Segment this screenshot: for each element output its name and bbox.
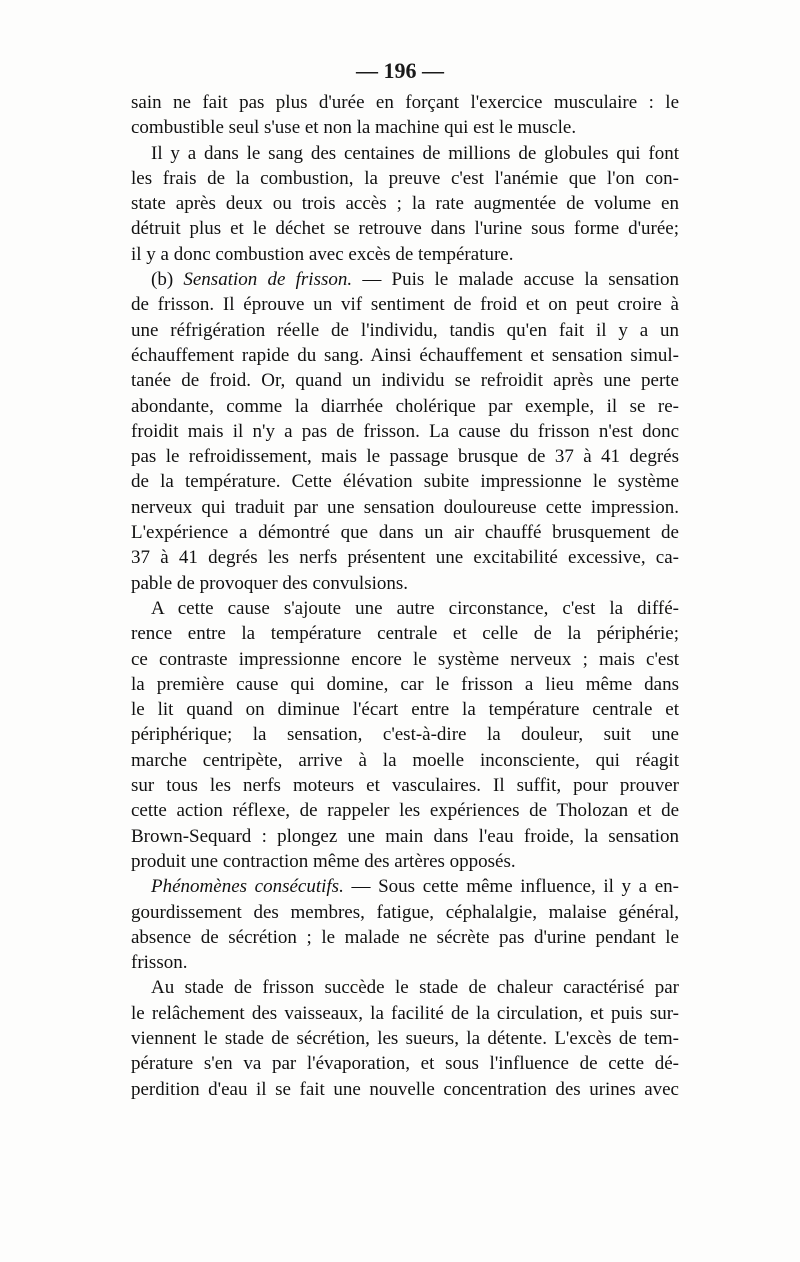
text-line: [131, 267, 679, 292]
text-line: périphérique; la sensation, c'est-à-dire la douleur, suit une: [131, 724, 679, 746]
text-line: viennent le stade de sécrétion, les sueurs, la détente. L'excès de tem-: [131, 1027, 679, 1049]
text-line: rence entre la température centrale et celle de la périphérie;: [131, 623, 679, 645]
text-line: froidit mais il n'y a pas de frisson. La cause du frisson n'est donc: [131, 420, 679, 442]
text-line: échauffement rapide du sang. Ainsi échauffement et sensation simul-: [131, 344, 679, 366]
text-line: pas le refroidissement, mais le passage brusque de 37 à 41 degrés: [131, 446, 679, 468]
paragraph: [131, 90, 679, 141]
section-heading: Phénomènes consécutifs.: [151, 876, 344, 898]
text-line: perdition d'eau il se fait une nouvelle concentration des urines avec: [131, 1078, 679, 1100]
text-line: sain ne fait pas plus d'urée en forçant l'exercice musculaire : le: [131, 92, 679, 113]
text-line: ce contraste impressionne encore le système nerveux ; mais c'est: [131, 648, 679, 670]
text-line: pérature s'en va par l'évaporation, et sous l'influence de cette dé-: [131, 1053, 679, 1075]
text-line: gourdissement des membres, fatigue, céphalalgie, malaise général,: [131, 901, 679, 923]
text-line: Brown-Sequard : plongez une main dans l'eau froide, la sensation: [131, 825, 679, 847]
text-line: pable de provoquer des convulsions.: [131, 572, 409, 594]
text-line: [131, 874, 679, 899]
text-line: marche centripète, arrive à la moelle inconsciente, qui réagit: [131, 749, 679, 771]
page-number: — 196 —: [356, 58, 444, 83]
text-line: abondante, comme la diarrhée cholérique par exemple, il se re-: [131, 395, 679, 417]
text-line: absence de sécrétion ; le malade ne sécrète pas d'urine pendant le: [131, 926, 679, 948]
text-line: produit une contraction même des artères opposés.: [131, 850, 516, 872]
text-line: sur tous les nerfs moteurs et vasculaires. Il suffit, pour prouver: [131, 775, 679, 797]
heading-continuation: — Sous cette même influence, il y a en-: [343, 876, 679, 898]
text-line: Il y a dans le sang des centaines de millions de globules qui font: [151, 142, 679, 164]
heading-continuation: — Puis le malade accuse la sensation: [352, 269, 680, 291]
paragraph: [131, 141, 679, 267]
text-line: L'expérience a démontré que dans un air chauffé brusquement de: [131, 522, 679, 544]
text-line: tanée de froid. Or, quand un individu se refroidit après une perte: [131, 370, 679, 392]
text-line: détruit plus et le déchet se retrouve dans l'urine sous forme d'urée;: [131, 218, 679, 240]
paragraph: [131, 267, 679, 596]
text-line: nerveux qui traduit par une sensation douloureuse cette impression.: [131, 496, 679, 518]
text-line: state après deux ou trois accès ; la rate augmentée de volume en: [131, 193, 679, 215]
section-marker: (b): [151, 269, 184, 291]
text-line: de la température. Cette élévation subite impressionne le système: [131, 471, 679, 493]
text-line: de frisson. Il éprouve un vif sentiment de froid et on peut croire à: [131, 294, 679, 316]
text-line: les frais de la combustion, la preuve c'est l'anémie que l'on con-: [131, 167, 679, 189]
text-line: combustible seul s'use et non la machine qui est le muscle.: [131, 117, 577, 139]
body-text: [131, 90, 679, 1102]
paragraph: [131, 596, 679, 874]
text-line: le relâchement des vaisseaux, la facilité de la circulation, et puis sur-: [131, 1002, 679, 1024]
text-line: il y a donc combustion avec excès de température.: [131, 243, 514, 265]
text-line: A cette cause s'ajoute une autre circonstance, c'est la diffé-: [151, 597, 679, 619]
text-line: 37 à 41 degrés les nerfs présentent une excitabilité excessive, ca-: [131, 547, 679, 569]
text-line: frisson.: [131, 952, 188, 974]
text-line: Au stade de frisson succède le stade de chaleur caractérisé par: [151, 977, 679, 999]
paragraph: [131, 874, 679, 975]
text-line: une réfrigération réelle de l'individu, tandis qu'en fait il y a un: [131, 319, 679, 341]
section-heading: Sensation de frisson.: [183, 269, 353, 291]
text-line: le lit quand on diminue l'écart entre la température centrale et: [131, 699, 679, 721]
text-line: la première cause qui domine, car le frisson a lieu même dans: [131, 673, 679, 695]
paragraph: [131, 975, 679, 1101]
text-line: cette action réflexe, de rappeler les expériences de Tholozan et de: [131, 800, 679, 822]
